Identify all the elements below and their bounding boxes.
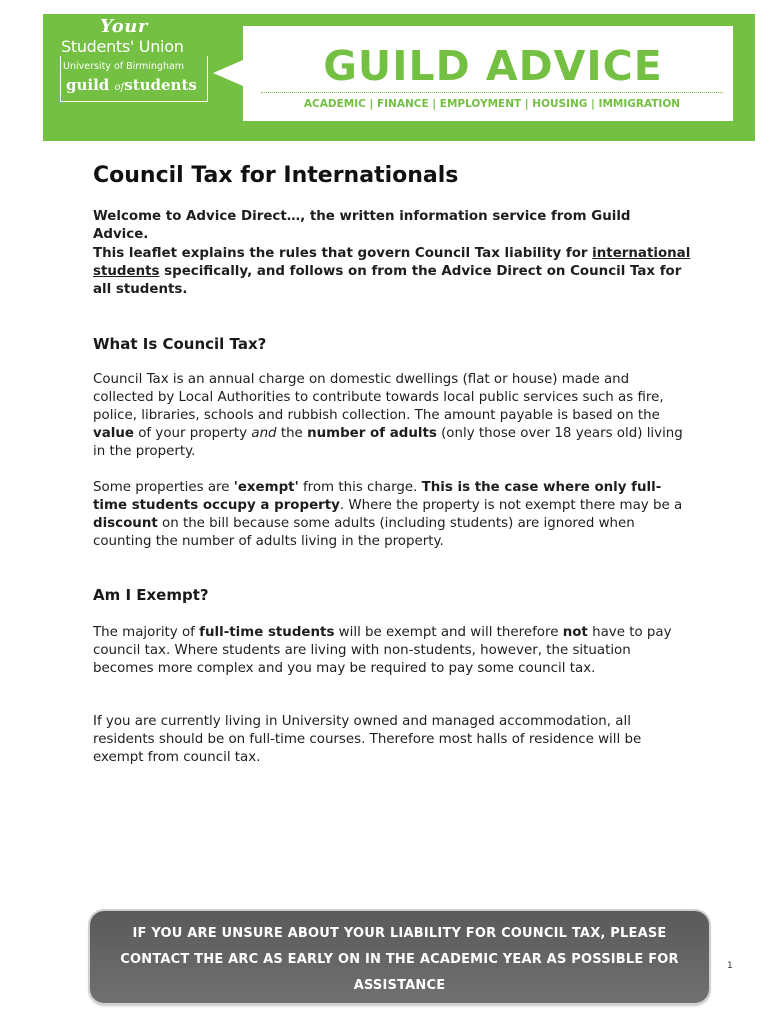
badge-subtitle: ACADEMIC | FINANCE | EMPLOYMENT | HOUSING | IMMIGRATION [303,98,681,110]
header-banner [43,14,755,141]
majority-exempt-paragraph: The majority of full-time students will be exempt and will therefore not have to pay council tax. Where students are living with non-students, however, the situation becomes more complex and you may be required to pay some council tax. [93,625,672,676]
contact-arc-callout [90,911,709,1003]
callout-text: IF YOU ARE UNSURE ABOUT YOUR LIABILITY FOR COUNCIL TAX, PLEASE CONTACT THE ARC AS EARLY ON IN THE ACADEMIC YEAR AS POSSIBLE FOR ASSISTANCE [120,926,679,993]
council-tax-definition: Council Tax is an annual charge on domestic dwellings (flat or house) made and collected by Local Authorities to contribute towards local public services such as fire, police, libraries, schools and rubbish collection. The amount payable is based on the value of your property and the number of adults (only those over 18 years old) living in the property. [93,372,683,459]
students-union-logo [56,16,206,114]
welcome-text: Welcome to Advice Direct…, the written information service from Guild Advice. [93,209,631,242]
international-students-link[interactable]: international students [93,246,691,279]
logo-your: Your [100,16,148,37]
university-accommodation-paragraph: If you are currently living in University owned and managed accommodation, all residents should be on full-time courses. Therefore most halls of residence will be exempt from council tax. [93,714,642,765]
heading-am-i-exempt: Am I Exempt? [93,586,209,604]
intro-paragraph: This leaflet explains the rules that govern Council Tax liability for international students specifically, and follows on from the Advice Direct on Council Tax for all students. [93,246,691,297]
logo-university: University of Birmingham [63,61,185,72]
exempt-properties-paragraph: Some properties are 'exempt' from this charge. This is the case where only full-time students occupy a property. Where the property is not exempt there may be a discount on the bill because some adults (including students) are ignored when counting the number of adults living in the property. [93,480,683,549]
document-title: Council Tax for Internationals [93,163,459,188]
badge-title: GUILD ADVICE [323,42,663,90]
badge-divider [261,92,723,93]
logo-students-union: Students' Union [61,37,184,56]
logo-guild-of-students: guild ofstudents [66,76,197,94]
heading-what-is-council-tax: What Is Council Tax? [93,335,267,353]
page-number: 1 [727,961,733,971]
guild-advice-badge [213,26,733,121]
